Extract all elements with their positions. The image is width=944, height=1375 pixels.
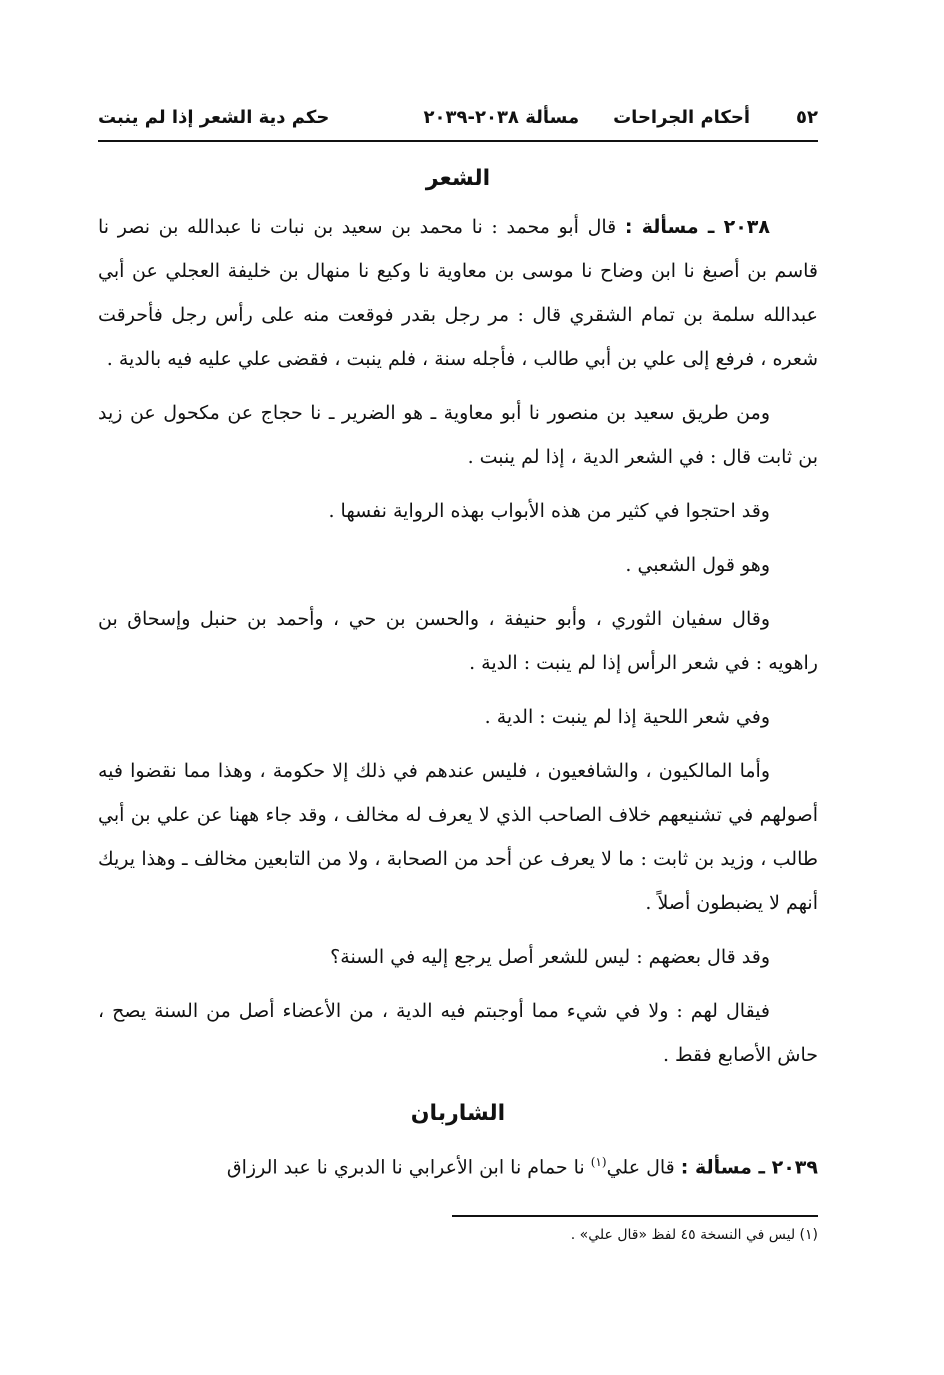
issue-label: ٢٠٣٩ ـ مسألة : [680, 1156, 818, 1179]
paragraph [98, 205, 818, 381]
page-number: ٥٢ [796, 107, 818, 128]
paragraph [98, 1140, 818, 1189]
paragraph-text: قال أبو محمد : نا محمد بن سعيد بن نبات نا عبدالله بن نصر نا قاسم بن أصبغ نا ابن وضاح نا موسى بن معاوية نا وكيع نا منهال بن خليفة العجلي عن أبي عبدالله سلمة بن تمام الشقري قال : مر رجل بقدر فوقعت منه على رأس رجل فأحرقت شعره ، فرفع إلى علي بن أبي طالب ، فأجله سنة ، فلم ينبت ، فقضى علي عليه فيه بالدية . [98, 216, 818, 370]
paragraph: فيقال لهم : ولا في شيء مما أوجبتم فيه الدية ، من الأعضاء أصل من السنة يصح ، حاش الأصابع فقط . [98, 1000, 818, 1066]
page [98, 96, 818, 1249]
paragraph: وفي شعر اللحية إذا لم ينبت : الدية . [484, 706, 770, 728]
book-title: أحكام الجراحات [613, 107, 751, 128]
paragraph: وهو قول الشعبي . [625, 554, 770, 576]
paragraph: وقال سفيان الثوري ، وأبو حنيفة ، والحسن بن حي ، وأحمد بن حنبل وإسحاق بن راهويه : في شعر الرأس إذا لم ينبت : الدية . [98, 608, 818, 674]
header-right-group [424, 96, 818, 140]
paragraph-text: قال علي [606, 1156, 681, 1179]
issue-range: مسألة ٢٠٣٨-٢٠٣٩ [423, 107, 580, 128]
paragraph-text: نا حمام نا ابن الأعرابي نا الدبري نا عبد الرزاق [226, 1156, 591, 1179]
paragraph: وأما المالكيون ، والشافعيون ، فليس عندهم في ذلك إلا حكومة ، وهذا مما نقضوا فيه أصولهم في تشنيعهم خلاف الصاحب الذي لا يعرف له مخالف ، وقد جاء ههنا عن علي بن أبي طالب ، وزيد بن ثابت : ما لا يعرف عن أحد من الصحابة ، ولا من التابعين مخالف ـ وهذا يريك أنهم لا يضبطون أصلاً . [98, 760, 818, 914]
footnote-ref: (١) [590, 1155, 607, 1169]
section-title-hair: الشعر [425, 166, 491, 191]
issue-label: ٢٠٣٨ ـ مسألة : [624, 216, 770, 238]
paragraph: ومن طريق سعيد بن منصور نا أبو معاوية ـ هو الضرير ـ نا حجاج عن مكحول عن زيد بن ثابت قال : في الشعر الدية ، إذا لم ينبت . [98, 402, 818, 468]
footnote: (١) ليس في النسخة ٤٥ لفظ «قال علي» . [570, 1227, 818, 1244]
footnote-divider [452, 1215, 818, 1217]
paragraph: وقد احتجوا في كثير من هذه الأبواب بهذه الرواية نفسها . [328, 500, 770, 522]
chapter-title: حكم دية الشعر إذا لم ينبت [98, 107, 330, 128]
running-header [98, 96, 818, 142]
section-title-mustache: الشاربان [410, 1101, 506, 1126]
paragraph: وقد قال بعضهم : ليس للشعر أصل يرجع إليه في السنة؟ [330, 946, 770, 968]
